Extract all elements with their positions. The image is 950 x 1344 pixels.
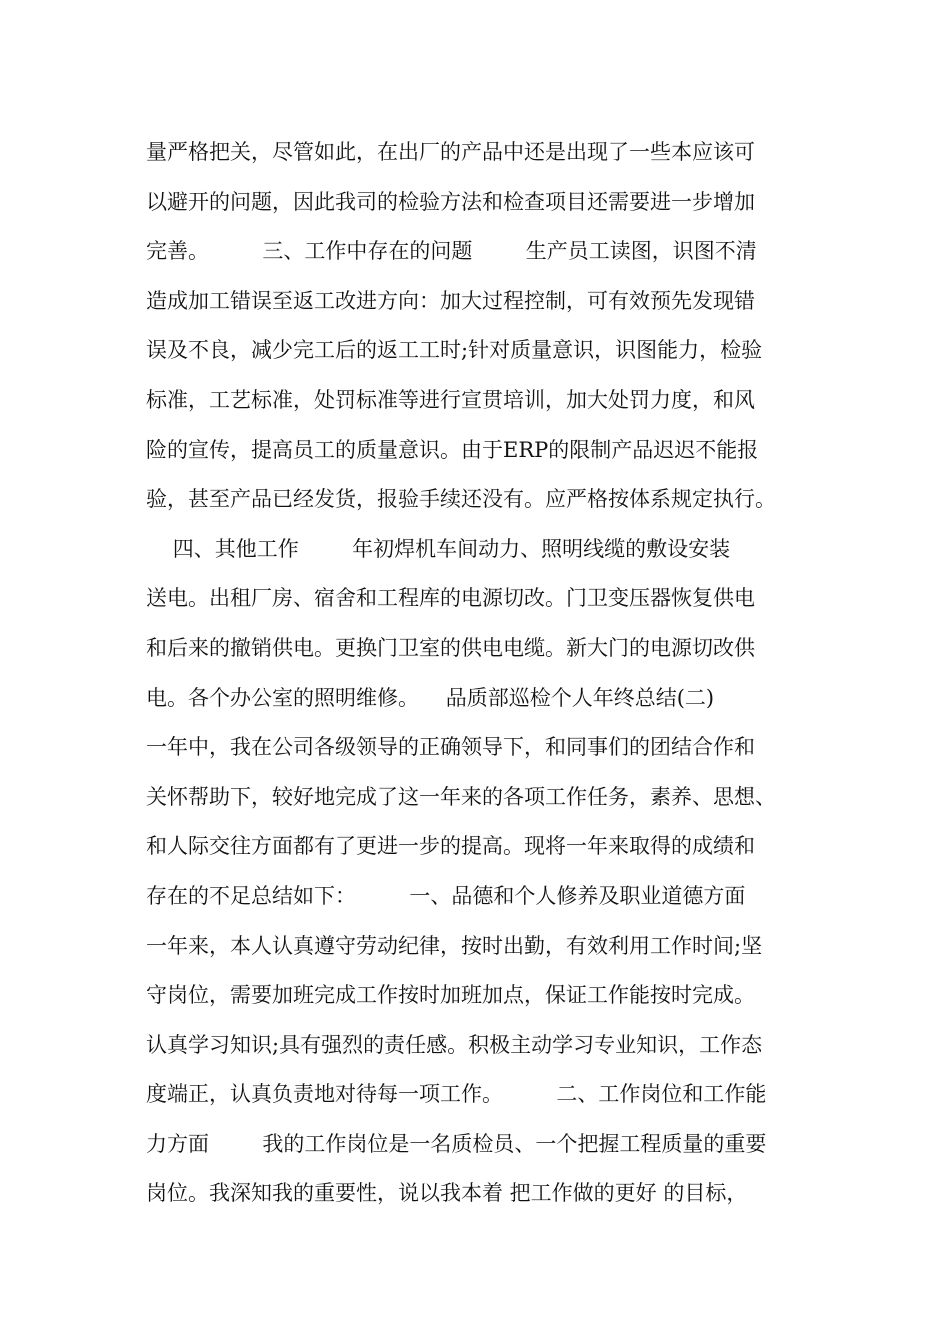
text-line: 认真学习知识;具有强烈的责任感。积极主动学习专业知识，工作态 bbox=[146, 1032, 763, 1057]
text-line: 以避开的问题，因此我司的检验方法和检查项目还需要进一步增加 bbox=[146, 189, 755, 214]
text-line: 标准，工艺标准，处罚标准等进行宣贯培训，加大处罚力度，和风 bbox=[146, 387, 755, 412]
text-line: 验，甚至产品已经发货，报验手续还没有。应严格按体系规定执行。 bbox=[146, 487, 776, 512]
text-line: 度端正，认真负责地对待每一项工作。 二、工作岗位和工作能 bbox=[146, 1082, 767, 1107]
text-line: 电。各个办公室的照明维修。 品质部巡检个人年终总结(二) bbox=[146, 685, 715, 710]
text-line: 一年来，本人认真遵守劳动纪律，按时出勤，有效利用工作时间;坚 bbox=[146, 933, 763, 958]
text-line: 关怀帮助下，较好地完成了这一年来的各项工作任务，素养、思想、 bbox=[146, 784, 776, 809]
text-line: 险的宣传，提高员工的质量意识。由于ERP的限制产品迟迟不能报 bbox=[146, 437, 759, 462]
text-line: 存在的不足总结如下： 一、品德和个人修养及职业道德方面 bbox=[146, 883, 746, 908]
text-line: 完善。 三、工作中存在的问题 生产员工读图，识图不清 bbox=[146, 239, 757, 264]
text-line: 力方面 我的工作岗位是一名质检员、一个把握工程质量的重要 bbox=[146, 1131, 767, 1156]
body-text bbox=[146, 128, 826, 1219]
text-line: 守岗位，需要加班完成工作按时加班加点，保证工作能按时完成。 bbox=[146, 983, 755, 1008]
text-line: 误及不良，减少完工后的返工工时;针对质量意识，识图能力，检验 bbox=[146, 338, 763, 363]
text-line: 送电。出租厂房、宿舍和工程库的电源切改。门卫变压器恢复供电 bbox=[146, 586, 755, 611]
text-line: 四、其他工作 年初焊机车间动力、照明线缆的敷设安装 bbox=[146, 536, 731, 561]
text-line: 一年中，我在公司各级领导的正确领导下，和同事们的团结合作和 bbox=[146, 735, 755, 760]
text-line: 造成加工错误至返工改进方向：加大过程控制，可有效预先发现错 bbox=[146, 288, 755, 313]
text-line: 和后来的撤销供电。更换门卫室的供电电缆。新大门的电源切改供 bbox=[146, 635, 755, 660]
text-line: 岗位。我深知我的重要性，说以我本着 把工作做的更好 的目标， bbox=[146, 1181, 748, 1206]
text-line: 和人际交往方面都有了更进一步的提高。现将一年来取得的成绩和 bbox=[146, 834, 755, 859]
text-line: 量严格把关，尽管如此，在出厂的产品中还是出现了一些本应该可 bbox=[146, 140, 755, 164]
